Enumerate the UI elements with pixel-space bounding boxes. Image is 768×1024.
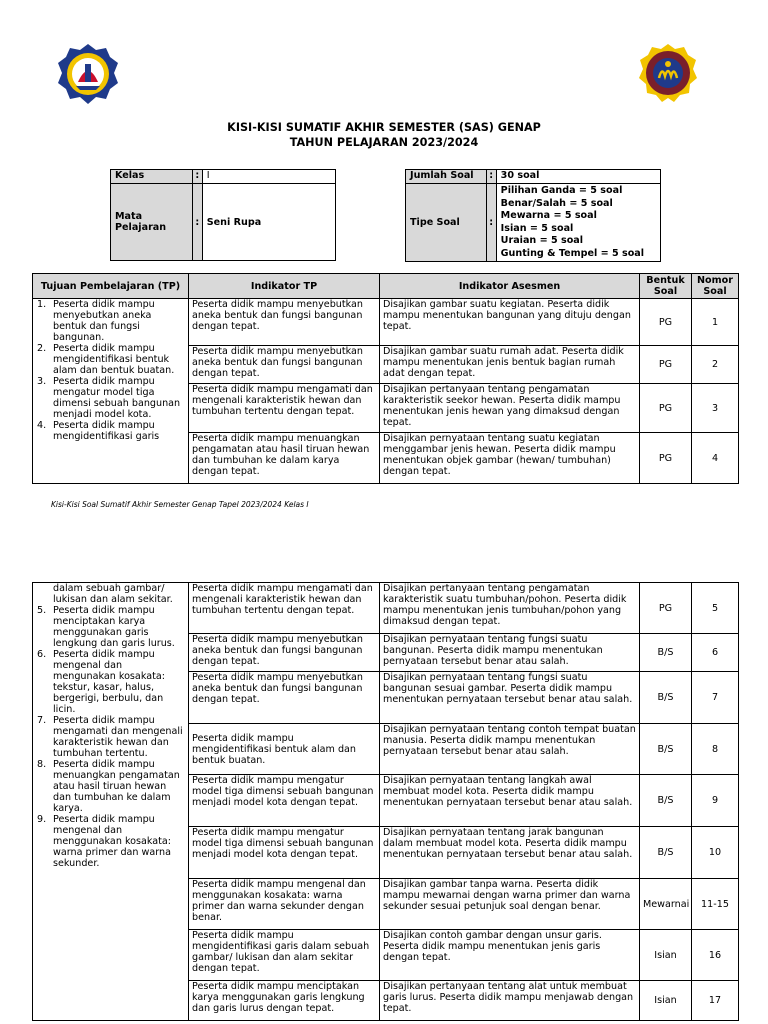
tp-item: 7. Peserta didik mampu mengamati dan mengenali karakteristik hewan dan tumbuhan tertentu.	[37, 715, 183, 759]
nomor-soal-cell: 16	[692, 930, 739, 981]
indikator-tp-cell: Peserta didik mampu mengamati dan mengenali karakteristik hewan dan tumbuhan tertentu dengan tepat.	[189, 384, 380, 433]
colon: :	[486, 184, 496, 262]
indikator-tp-cell: Peserta didik mampu mengenal dan menggunakan kosakata: warna primer dan warna sekunder dengan benar.	[189, 879, 380, 930]
bentuk-soal-cell: PG	[640, 384, 692, 433]
kelas-value: I	[202, 170, 335, 184]
bentuk-soal-cell: PG	[640, 346, 692, 384]
nomor-soal-cell: 1	[692, 299, 739, 346]
header-indikator-asesmen: Indikator Asesmen	[380, 274, 640, 299]
tipe-soal-item: Uraian = 5 soal	[500, 235, 584, 247]
tipe-soal-item: Isian = 5 soal	[500, 222, 574, 234]
indikator-asesmen-cell: Disajikan gambar suatu rumah adat. Peserta didik mampu menentukan jenis bentuk bagian rumah adat dengan tepat.	[380, 346, 640, 384]
tp-item: 2. Peserta didik mampu mengidentifikasi bentuk alam dan bentuk buatan.	[37, 343, 175, 376]
nomor-soal-cell: 7	[692, 672, 739, 724]
bentuk-soal-cell: Mewarnai	[640, 879, 692, 930]
bentuk-soal-cell: B/S	[640, 672, 692, 724]
nomor-soal-cell: 8	[692, 724, 739, 775]
nomor-soal-cell: 11-15	[692, 879, 739, 930]
bentuk-soal-cell: PG	[640, 299, 692, 346]
jumlah-soal-label: Jumlah Soal	[406, 170, 487, 184]
indikator-asesmen-cell: Disajikan pernyataan tentang fungsi suatu bangunan sesuai gambar. Peserta didik mampu menentukan pernyataan tersebut benar atau salah.	[380, 672, 640, 724]
kisi-kisi-table-page-1	[32, 273, 739, 484]
indikator-asesmen-cell: Disajikan gambar tanpa warna. Peserta didik mampu mewarnai dengan warna primer dan warna sekunder sesuai petunjuk soal dengan benar.	[380, 879, 640, 930]
indikator-asesmen-cell: Disajikan pernyataan tentang langkah awal membuat model kota. Peserta didik mampu menentukan pernyataan tersebut benar atau salah.	[380, 775, 640, 827]
tp-cell	[33, 299, 189, 484]
indikator-asesmen-cell: Disajikan pernyataan tentang contoh tempat buatan manusia. Peserta didik mampu menentukan pernyataan tersebut benar atau salah.	[380, 724, 640, 775]
page-gap	[0, 542, 768, 578]
tp-item: 1. Peserta didik mampu menyebutkan aneka bentuk dan fungsi bangunan.	[37, 299, 155, 343]
indikator-asesmen-cell: Disajikan pertanyaan tentang alat untuk membuat garis lurus. Peserta didik mampu menjawab dengan tepat.	[380, 981, 640, 1021]
header-nomor-soal: Nomor Soal	[692, 274, 739, 299]
indikator-tp-cell: Peserta didik mampu menyebutkan aneka bentuk dan fungsi bangunan dengan tepat.	[189, 634, 380, 672]
mapel-value: Seni Rupa	[202, 184, 335, 261]
indikator-tp-cell: Peserta didik mampu menyebutkan aneka bentuk dan fungsi bangunan dengan tepat.	[189, 672, 380, 724]
tipe-soal-item: Gunting & Tempel = 5 soal	[500, 247, 645, 259]
tp-item: dalam sebuah gambar/ lukisan dan alam sekitar.	[53, 583, 173, 605]
kisi-kisi-table-page-2	[32, 582, 739, 1021]
tipe-soal-list	[496, 184, 660, 262]
info-table-left	[110, 169, 336, 261]
info-table-right	[405, 169, 661, 262]
nomor-soal-cell: 4	[692, 433, 739, 484]
indikator-tp-cell: Peserta didik mampu menyebutkan aneka bentuk dan fungsi bangunan dengan tepat.	[189, 299, 380, 346]
indikator-asesmen-cell: Disajikan pertanyaan tentang pengamatan karakteristik seekor hewan. Peserta didik mampu menentukan jenis hewan yang dimaksud dengan tepat.	[380, 384, 640, 433]
nomor-soal-cell: 10	[692, 827, 739, 879]
mapel-label: Mata Pelajaran	[111, 184, 193, 261]
indikator-tp-cell: Peserta didik mampu menuangkan pengamatan atau hasil tiruan hewan dan tumbuhan ke dalam karya dengan tepat.	[189, 433, 380, 484]
header-indikator-tp: Indikator TP	[189, 274, 380, 299]
tp-item: 8. Peserta didik mampu menuangkan pengamatan atau hasil tiruan hewan dan tumbuhan ke dalam karya.	[37, 759, 180, 814]
bentuk-soal-cell: B/S	[640, 724, 692, 775]
indikator-tp-cell: Peserta didik mampu mengidentifikasi garis dalam sebuah gambar/ lukisan dan alam sekitar dengan tepat.	[189, 930, 380, 981]
indikator-asesmen-cell: Disajikan gambar suatu kegiatan. Peserta didik mampu menentukan bangunan yang dituju dengan tepat.	[380, 299, 640, 346]
bentuk-soal-cell: B/S	[640, 827, 692, 879]
school-logo	[637, 42, 699, 106]
indikator-asesmen-cell: Disajikan contoh gambar dengan unsur garis. Peserta didik mampu menentukan jenis garis dengan tepat.	[380, 930, 640, 981]
nomor-soal-cell: 6	[692, 634, 739, 672]
colon: :	[192, 184, 202, 261]
tp-item: 3. Peserta didik mampu mengatur model tiga dimensi sebuah bangunan menjadi model kota.	[37, 376, 181, 420]
tp-cell	[33, 583, 189, 1021]
nomor-soal-cell: 17	[692, 981, 739, 1021]
tp-item: 6. Peserta didik mampu mengenal dan mengunakan kosakata: tekstur, kasar, halus, bergerigi, berbulu, dan licin.	[37, 649, 165, 715]
nomor-soal-cell: 9	[692, 775, 739, 827]
tp-item: 4. Peserta didik mampu mengidentifikasi garis	[37, 420, 160, 442]
tipe-soal-item: Benar/Salah = 5 soal	[500, 197, 613, 209]
indikator-tp-cell: Peserta didik mampu menyebutkan aneka bentuk dan fungsi bangunan dengan tepat.	[189, 346, 380, 384]
document-title: KISI-KISI SUMATIF AKHIR SEMESTER (SAS) GENAP	[227, 121, 541, 134]
header-bentuk-soal: Bentuk Soal	[640, 274, 692, 299]
colon: :	[486, 170, 496, 184]
footer-note: Kisi-Kisi Soal Sumatif Akhir Semester Genap Tapel 2023/2024 Kelas I	[51, 500, 309, 509]
nomor-soal-cell: 3	[692, 384, 739, 433]
indikator-tp-cell: Peserta didik mampu mengamati dan mengenali karakteristik hewan dan tumbuhan tertentu dengan tepat.	[189, 583, 380, 634]
bentuk-soal-cell: B/S	[640, 775, 692, 827]
nomor-soal-cell: 2	[692, 346, 739, 384]
jumlah-soal-value: 30 soal	[496, 170, 660, 184]
colon: :	[192, 170, 202, 184]
document-subtitle: TAHUN PELAJARAN 2023/2024	[289, 136, 479, 149]
bentuk-soal-cell: Isian	[640, 930, 692, 981]
kelas-label: Kelas	[111, 170, 193, 184]
indikator-asesmen-cell: Disajikan pertanyaan tentang pengamatan karakteristik suatu tumbuhan/pohon. Peserta didik mampu menentukan jenis tumbuhan/pohon yang dimaksud dengan tepat.	[380, 583, 640, 634]
tp-item: 5. Peserta didik mampu menciptakan karya menggunakan garis lengkung dan garis lurus.	[37, 605, 175, 649]
school-district-logo	[56, 42, 120, 106]
indikator-tp-cell: Peserta didik mampu mengidentifikasi bentuk alam dan bentuk buatan.	[189, 724, 380, 775]
indikator-asesmen-cell: Disajikan pernyataan tentang fungsi suatu bangunan. Peserta didik mampu menentukan pernyataan tersebut benar atau salah.	[380, 634, 640, 672]
tipe-soal-item: Pilihan Ganda = 5 soal	[500, 185, 623, 196]
indikator-tp-cell: Peserta didik mampu menciptakan karya menggunakan garis lengkung dan garis lurus dengan tepat.	[189, 981, 380, 1021]
nomor-soal-cell: 5	[692, 583, 739, 634]
tp-item: 9. Peserta didik mampu mengenal dan menggunakan kosakata: warna primer dan warna sekunder.	[37, 814, 172, 869]
bentuk-soal-cell: B/S	[640, 634, 692, 672]
tipe-soal-label: Tipe Soal	[406, 184, 487, 262]
indikator-asesmen-cell: Disajikan pernyataan tentang jarak bangunan dalam membuat model kota. Peserta didik mampu menentukan pernyataan tersebut benar atau salah.	[380, 827, 640, 879]
bentuk-soal-cell: PG	[640, 583, 692, 634]
bentuk-soal-cell: PG	[640, 433, 692, 484]
indikator-asesmen-cell: Disajikan pernyataan tentang suatu kegiatan menggambar jenis hewan. Peserta didik mampu menentukan objek gambar (hewan/ tumbuhan) dengan tepat.	[380, 433, 640, 484]
header-tp: Tujuan Pembelajaran (TP)	[33, 274, 189, 299]
tipe-soal-item: Mewarna = 5 soal	[500, 210, 597, 222]
document-page-2	[0, 578, 768, 1024]
indikator-tp-cell: Peserta didik mampu mengatur model tiga dimensi sebuah bangunan menjadi model kota dengan tepat.	[189, 775, 380, 827]
bentuk-soal-cell: Isian	[640, 981, 692, 1021]
indikator-tp-cell: Peserta didik mampu mengatur model tiga dimensi sebuah bangunan menjadi model kota dengan tepat.	[189, 827, 380, 879]
